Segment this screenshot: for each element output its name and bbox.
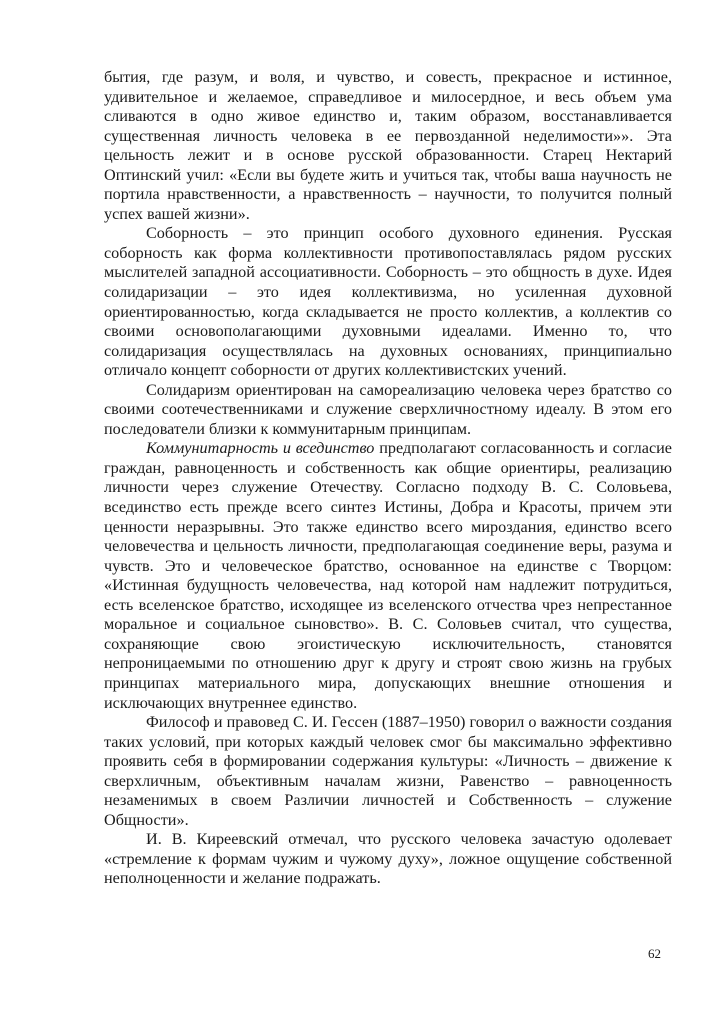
paragraph-3-text: Солидаризм ориентирован на самореализацию человека через братство со своими соотечественниками и служение сверхличностному идеалу. В этом его последователи близки к коммунитарным принципам. xyxy=(104,380,672,438)
paragraph-6-text: И. В. Киреевский отмечал, что русского человека зачастую одолевает «стремление к формам чужим и чужому духу», ложное ощущение собственной неполноценности и желание подражать. xyxy=(104,830,672,888)
paragraph-1 xyxy=(104,68,672,224)
paragraph-3 xyxy=(104,381,672,440)
paragraph-5-text: Философ и правовед С. И. Гессен (1887–1950) говорил о важности создания таких условий, при которых каждый человек смог бы максимально эффективно проявить себя в формировании содержания культуры: «Личность – движение к сверхличным, объективным началам жизни, Равенство – равноценность незаменимых в своем Различии личностей и Собственность – служение Общности». xyxy=(104,713,672,829)
paragraph-4-text: предполагают согласованность и согласие граждан, равноценность и собственность как общие ориентиры, реализацию личности через служение Отечеству. Согласно подходу В. С. Соловьева, всединство есть прежде всего синтез Истины, Добра и Красоты, причем эти ценности неразрывны. Это также единство всего мироздания, единство всего человечества и цельность личности, предполагающая соединение веры, разума и чувств. Это и человеческое братство, основанное на единстве с Творцом: «Истинная будущность человечества, над которой нам надлежит потрудиться, есть вселенское братство, исходящее из вселенского отчества чрез непрестанное моральное и социальное сыновство». В. С. Соловьев считал, что существа, сохраняющие свою эгоистическую исключительность, становятся непроницаемыми по отношению друг к другу и строят свою жизнь на грубых принципах материального мира, допускающих внешние отношения и исключающих внутреннее единство. xyxy=(104,439,672,712)
page-number: 62 xyxy=(648,946,661,961)
paragraph-1-text: бытия, где разум, и воля, и чувство, и совесть, прекрасное и истинное, удивительное и желаемое, справедливое и милосердное, и весь объем ума сливаются в одно живое единство и, таким образом, восстанавливается существенная личность человека в ее первозданной неделимости»». Эта цельность лежит и в основе русской образованности. Старец Нектарий Оптинский учил: «Если вы будете жить и учиться так, чтобы ваша научность не портила нравственности, а нравственность – научности, то получится полный успех вашей жизни». xyxy=(104,68,672,223)
paragraph-2 xyxy=(104,224,672,380)
page-body xyxy=(104,68,672,889)
paragraph-5 xyxy=(104,713,672,830)
paragraph-4-italic-lead: Коммунитарность и всединство xyxy=(146,439,375,458)
paragraph-4 xyxy=(104,439,672,713)
paragraph-2-text: Соборность – это принцип особого духовного единения. Русская соборность как форма коллективности противопоставлялась рядом русских мыслителей западной ассоциативности. Соборность – это общность в духе. Идея солидаризации – это идея коллективизма, но усиленная духовной ориентированностью, когда складывается не просто коллектив, а коллектив со своими основополагающими духовными идеалами. Именно то, что солидаризация осуществлялась на духовных основаниях, принципиально отличало концепт соборности от других коллективистских учений. xyxy=(104,224,672,380)
paragraph-6 xyxy=(104,830,672,889)
